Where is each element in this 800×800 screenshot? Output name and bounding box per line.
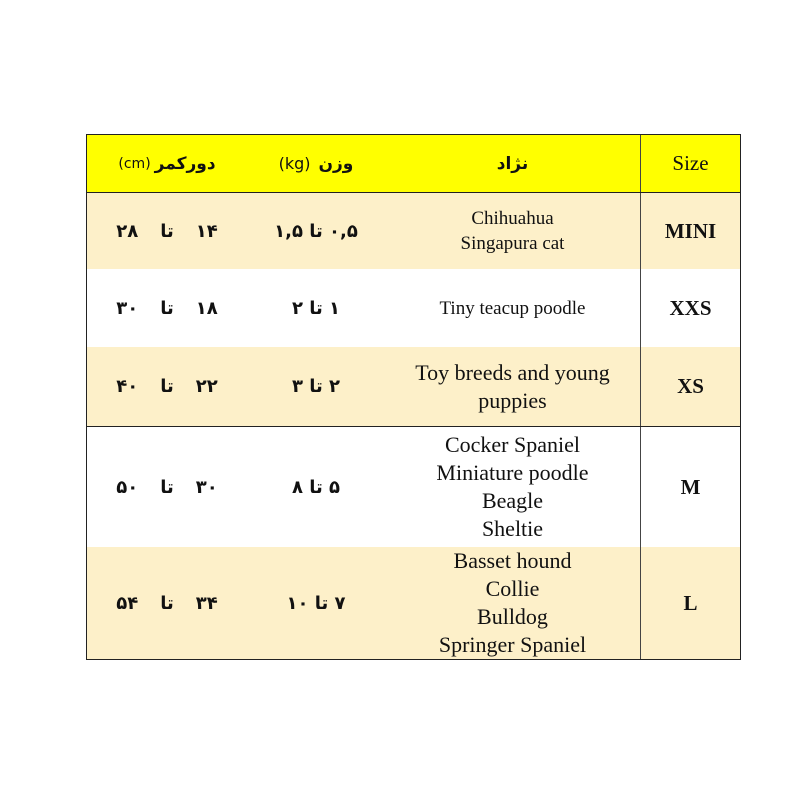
size-cell: XXS [640,269,740,347]
header-waist [87,135,247,192]
weight-cell: ۰,۵ تا ۱,۵ [274,220,358,242]
table-row [87,427,740,547]
breed-cell [385,347,640,426]
breed-cell [385,547,640,659]
table-row [87,269,740,347]
breed-cell [385,269,640,347]
header-waist-unit: (cm) [118,155,151,172]
breed-cell [385,427,640,547]
breed-name: Miniature poodle [436,460,589,485]
waist-from: ۱۴ [195,220,218,242]
breed-name: Bulldog [477,604,548,629]
waist-to: ۵۰ [116,476,139,498]
waist-from: ۳۰ [195,476,218,498]
table-row [87,547,740,659]
waist-to-word: تا [160,592,174,614]
breed-name: Chihuahua [471,208,554,229]
breed-name: Springer Spaniel [438,632,587,657]
breed-name: Singapura cat [460,233,565,254]
breed-name: Tiny teacup poodle [439,297,586,319]
breed-name: Sheltie [481,516,544,541]
waist-cell [87,347,247,426]
header-breed: نژاد [496,153,529,174]
waist-to: ۲۸ [116,220,139,242]
waist-to-word: تا [160,476,174,498]
size-cell: M [640,427,740,547]
breed-name: Beagle [481,488,544,513]
breed-name: Basset hound [453,548,572,573]
waist-to-word: تا [160,297,174,319]
waist-from: ۱۸ [195,297,218,319]
table-row [87,347,740,427]
weight-cell: ۲ تا ۳ [291,376,341,397]
waist-from: ۳۴ [195,592,218,614]
header-weight-unit: (kg) [278,154,311,173]
header-waist-label: دورکمر [154,153,216,174]
waist-cell [87,547,247,659]
waist-to: ۵۴ [116,592,139,614]
size-cell: L [640,547,740,659]
waist-to: ۳۰ [116,297,139,319]
weight-cell: ۵ تا ۸ [291,476,341,498]
waist-to: ۴۰ [116,376,139,397]
weight-cell: ۷ تا ۱۰ [286,592,346,614]
waist-cell [87,193,247,269]
table-header-row [87,135,740,193]
breed-cell [385,193,640,269]
waist-cell [87,427,247,547]
header-weight [247,135,385,192]
waist-cell [87,269,247,347]
waist-to-word: تا [160,376,174,397]
table-row [87,193,740,269]
header-weight-label: وزن [318,153,354,174]
breed-name: Collie [485,576,540,601]
weight-cell: ۱ تا ۲ [291,297,341,319]
header-size: Size [640,135,740,192]
breed-name: Cocker Spaniel [444,432,580,457]
size-cell: MINI [640,193,740,269]
waist-to-word: تا [160,220,174,242]
breed-name: Toy breeds and young [415,359,610,385]
size-cell: XS [640,347,740,426]
size-chart-table [86,134,741,660]
breed-name: puppies [478,387,547,413]
waist-from: ۲۲ [195,376,218,397]
